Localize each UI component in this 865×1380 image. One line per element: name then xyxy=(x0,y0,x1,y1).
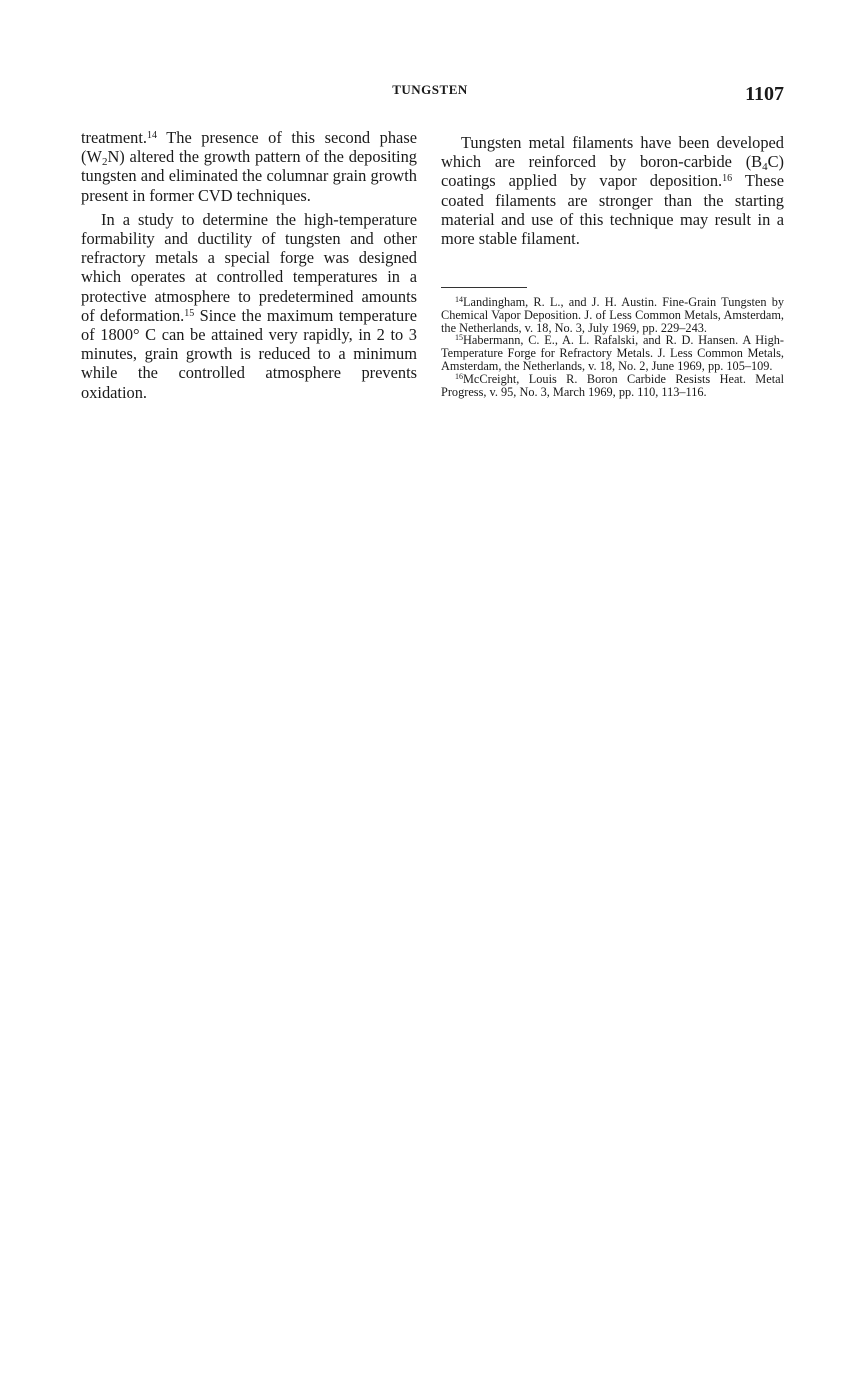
running-head: TUNGSTEN xyxy=(392,82,468,97)
text-run: treatment. xyxy=(81,128,147,147)
text-run: These coated filaments are stronger than the starting material and use of this technique may result in a more stable filament. xyxy=(441,171,785,249)
subscript: 2 xyxy=(101,156,108,169)
footnote-text: McCreight, Louis R. Boron Carbide Resists Heat. Metal Progress, v. 95, No. 3, March 1969, pp. 110, 113–116. xyxy=(441,371,784,399)
text-run: In a study to determine the high-temperature formability and ductility of tungsten and other refractory metals a special forge was designed which operates at controlled temperatures in a protective atmosphere to predetermined amounts of deformation. xyxy=(81,209,417,325)
footnote-number: 16 xyxy=(455,371,463,381)
footnote-ref: 15 xyxy=(184,307,195,319)
footnote xyxy=(441,296,784,334)
left-column xyxy=(81,128,417,402)
paragraph xyxy=(441,133,784,248)
footnote-number: 15 xyxy=(455,333,463,343)
footnote-ref: 14 xyxy=(147,130,157,141)
footnote xyxy=(441,334,784,372)
text-run: C) coatings applied by vapor deposition. xyxy=(441,152,784,191)
text-run: N) altered the growth pattern of the depositing tungsten and eliminated the columnar grain growth present in former CVD techniques. xyxy=(81,147,417,205)
subscript: 4 xyxy=(762,161,768,174)
paragraph xyxy=(81,210,417,402)
text-run: The presence of this second phase (W xyxy=(81,128,417,167)
page-number: 1107 xyxy=(745,83,784,105)
footnote-number: 14 xyxy=(455,295,463,304)
footnote-ref: 16 xyxy=(722,173,733,185)
right-column xyxy=(441,133,784,248)
text-run: Tungsten metal filaments have been developed which are reinforced by boron-carbide (B xyxy=(441,133,784,172)
paragraph xyxy=(81,128,417,205)
text-run: Since the maximum temperature of 1800° C can be attained very rapidly, in 2 to 3 minutes, grain growth is reduced to a minimum while the controlled atmosphere prevents oxidation. xyxy=(81,305,417,402)
footnote-divider xyxy=(441,287,527,288)
footnotes xyxy=(441,296,784,398)
footnote-text: Landingham, R. L., and J. H. Austin. Fine-Grain Tungsten by Chemical Vapor Deposition. J. of Less Common Metals, Amsterdam, the Netherlands, v. 18, No. 3, July 1969, pp. 229–243. xyxy=(441,295,784,335)
footnote xyxy=(441,373,784,399)
footnote-text: Habermann, C. E., A. L. Rafalski, and R. D. Hansen. A High-Temperature Forge for Refractory Metals. J. Less Common Metals, Amsterdam, the Netherlands, v. 18, No. 2, June 1969, pp. 105–109. xyxy=(441,333,784,373)
